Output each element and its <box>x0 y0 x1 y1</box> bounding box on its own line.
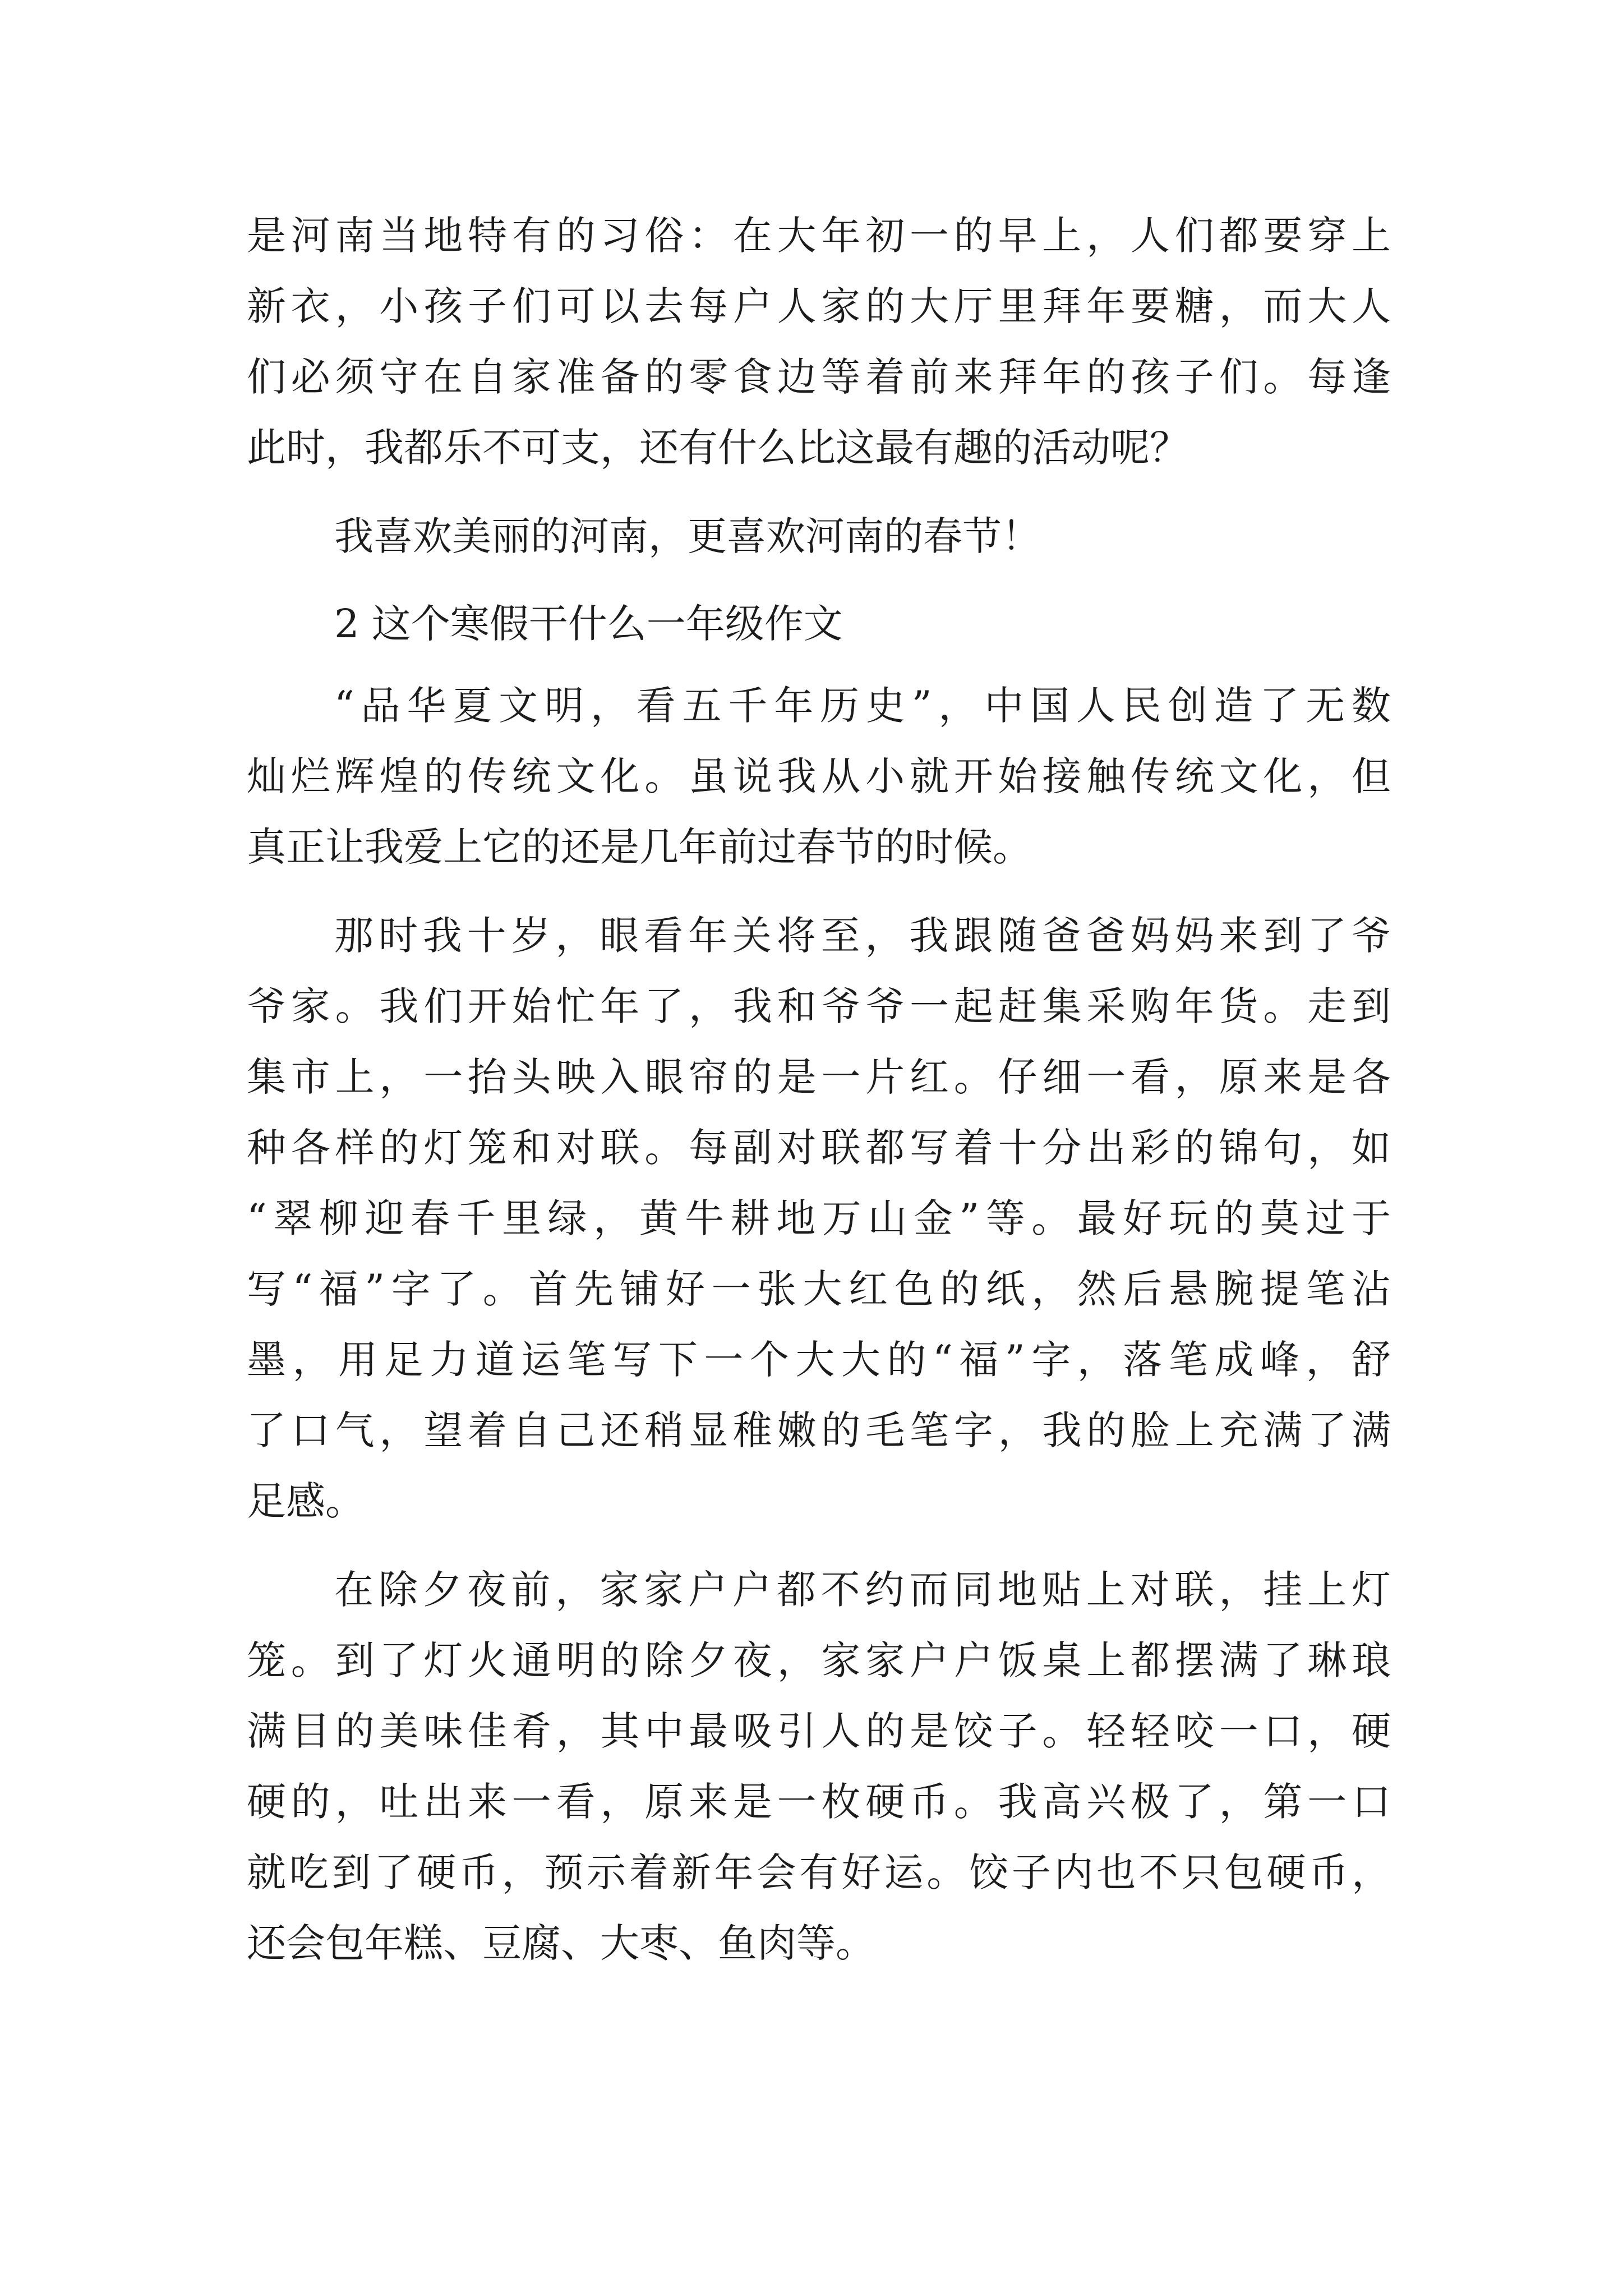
text-line: 此时，我都乐不可支，还有什么比这最有趣的活动呢？ <box>247 425 1189 471</box>
text-line: 在除夕夜前，家家户户都不约而同地贴上对联，挂上灯 <box>334 1567 1391 1613</box>
text-line: 是河南当地特有的习俗：在大年初一的早上，人们都要穿上 <box>247 213 1391 259</box>
text-line: 还会包年糕、豆腐、大枣、鱼肉等。 <box>247 1920 875 1966</box>
text-line: 我喜欢美丽的河南，更喜欢河南的春节！ <box>334 513 1041 559</box>
text-line: 笼。到了灯火通明的除夕夜，家家户户饭桌上都摆满了琳琅 <box>247 1637 1391 1683</box>
text-line: 满目的美味佳肴，其中最吸引人的是饺子。轻轻咬一口，硬 <box>247 1708 1391 1754</box>
text-line: 写“福”字了。首先铺好一张大红色的纸，然后悬腕提笔沾 <box>247 1266 1391 1312</box>
text-line: 集市上，一抬头映入眼帘的是一片红。仔细一看，原来是各 <box>247 1054 1391 1100</box>
section-heading: 2 这个寒假干什么一年级作文 <box>334 601 843 647</box>
text-line: 就吃到了硬币，预示着新年会有好运。饺子内也不只包硬币， <box>247 1849 1391 1895</box>
text-line: 真正让我爱上它的还是几年前过春节的时候。 <box>247 824 1032 870</box>
text-line: “翠柳迎春千里绿，黄牛耕地万山金”等。最好玩的莫过于 <box>247 1195 1391 1241</box>
text-line: 爷家。我们开始忙年了，我和爷爷一起赶集采购年货。走到 <box>247 983 1391 1029</box>
text-line: 灿烂辉煌的传统文化。虽说我从小就开始接触传统文化，但 <box>247 753 1391 799</box>
text-line: 足感。 <box>247 1478 365 1524</box>
text-line: 硬的，吐出来一看，原来是一枚硬币。我高兴极了，第一口 <box>247 1779 1391 1825</box>
text-line: 种各样的灯笼和对联。每副对联都写着十分出彩的锦句，如 <box>247 1125 1391 1171</box>
text-line: 墨，用足力道运笔写下一个大大的“福”字，落笔成峰，舒 <box>247 1337 1391 1383</box>
text-line: 们必须守在自家准备的零食边等着前来拜年的孩子们。每逢 <box>247 354 1391 400</box>
text-line: 了口气，望着自己还稍显稚嫩的毛笔字，我的脸上充满了满 <box>247 1407 1391 1453</box>
text-line: “品华夏文明，看五千年历史”，中国人民创造了无数 <box>334 683 1391 729</box>
text-line: 那时我十岁，眼看年关将至，我跟随爸爸妈妈来到了爷 <box>334 913 1391 959</box>
text-line: 新衣，小孩子们可以去每户人家的大厅里拜年要糖，而大人 <box>247 283 1391 329</box>
